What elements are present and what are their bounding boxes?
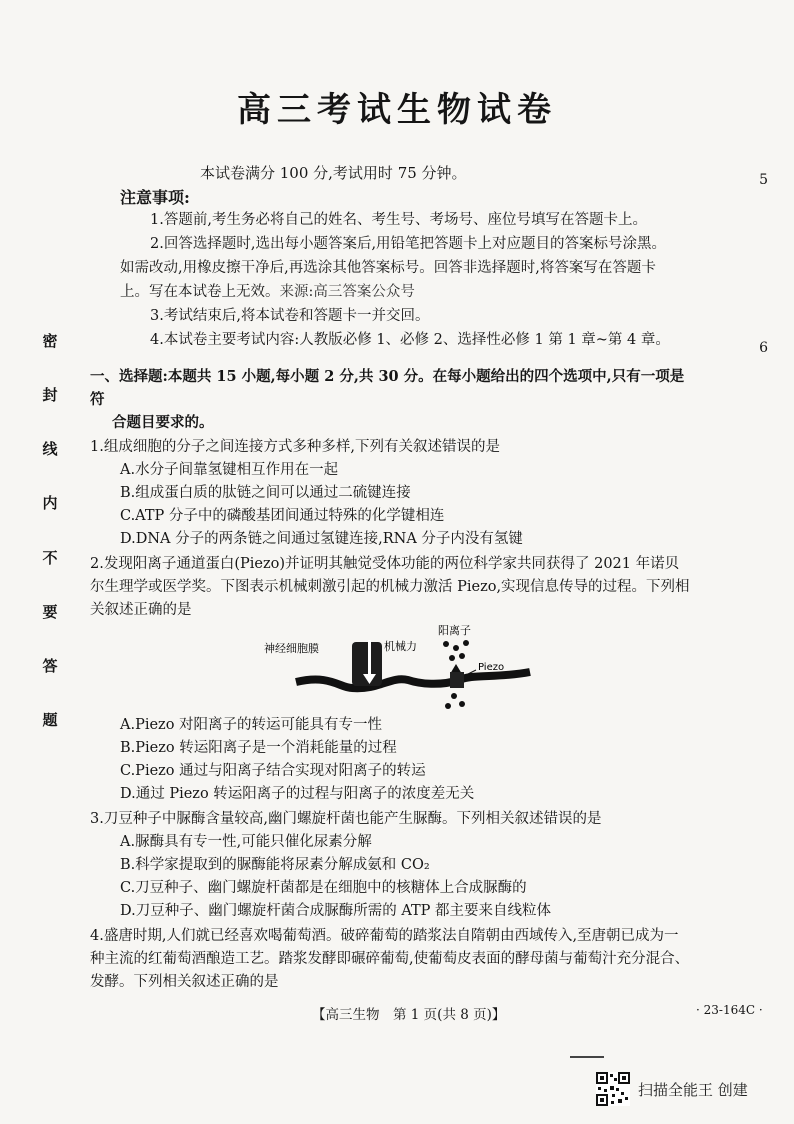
margin-number: 5 — [759, 172, 768, 188]
notice-item-text: 2.回答选择题时,选出每小题答案后,用铅笔把答题卡上对应题目的答案标号涂黑。如需改动,用橡皮擦干净后,再选涂其他答案标号。回答非选择题时,将答案写在答题卡上。写在本试卷上无效。 — [120, 236, 667, 300]
option-d: D.刀豆种子、幽门螺旋杆菌合成脲酶所需的 ATP 都主要来自线粒体 — [120, 903, 552, 919]
question-stem: 2.发现阳离子通道蛋白(Piezo)并证明其触觉受体功能的两位科学家共同获得了 2021 年诺贝尔生理学或医学奖。下图表示机械刺激引起的机械力激活 Piezo,实现信息传导的过程。下列相关叙述正确的是 — [90, 556, 690, 618]
question-stem: 3.刀豆种子中脲酶含量较高,幽门螺旋杆菌也能产生脲酶。下列相关叙述错误的是 — [90, 811, 602, 827]
binding-char: 不 — [42, 548, 58, 567]
binding-char: 密 — [42, 332, 58, 350]
footer-code: · 23-164C · — [696, 1003, 763, 1017]
cell-membrane — [296, 672, 530, 688]
binding-char: 线 — [42, 440, 58, 459]
force-label: 机械力 — [384, 640, 417, 653]
section-heading-text: 一、选择题:本题共 15 小题,每小题 2 分,共 30 分。在每小题给出的四个选项中,只有一项是符 — [90, 368, 685, 408]
question-stem: 1.组成细胞的分子之间连接方式多种多样,下列有关叙述错误的是 — [90, 439, 500, 455]
question-2 — [90, 553, 690, 806]
option-a: A.Piezo 对阳离子的转运可能具有专一性 — [120, 717, 383, 733]
option-a: A.水分子间靠氢键相互作用在一起 — [120, 462, 339, 478]
question-stem: 4.盛唐时期,人们就已经喜欢喝葡萄酒。破碎葡萄的踏浆法自隋朝由西域传入,至唐朝已成为一种主流的红葡萄酒酿造工艺。踏浆发酵即碾碎葡萄,使葡萄皮表面的酵母菌与葡萄汁充分混合、发酵。下列相关叙述正确的是 — [90, 928, 690, 990]
scanner-watermark — [596, 1072, 748, 1106]
cation-dot — [459, 653, 465, 659]
option-b: B.Piezo 转运阳离子是一个消耗能量的过程 — [120, 740, 397, 756]
divider — [570, 1056, 604, 1058]
page-title: 高三考试生物试卷 — [237, 90, 557, 130]
option-d: D.通过 Piezo 转运阳离子的过程与阳离子的浓度差无关 — [120, 786, 475, 802]
notice-item: 4.本试卷主要考试内容:人教版必修 1、必修 2、选择性必修 1 第 1 章~第 4 章。 — [150, 332, 670, 348]
option-b: B.组成蛋白质的肽链之间可以通过二硫键连接 — [120, 485, 411, 501]
notice-item — [120, 232, 680, 304]
notice-block — [120, 208, 680, 352]
watermark-text: 扫描全能王 创建 — [638, 1080, 748, 1099]
binding-char: 答 — [42, 656, 58, 675]
piezo-channel-body — [450, 672, 464, 688]
notice-item: 1.答题前,考生务必将自己的姓名、考生号、考场号、座位号填写在答题卡上。 — [150, 212, 647, 228]
section-heading — [90, 365, 690, 434]
question-3 — [90, 808, 690, 923]
footer-page-info: 【高三生物 第 1 页(共 8 页)】 — [312, 1007, 506, 1023]
option-c: C.刀豆种子、幽门螺旋杆菌都是在细胞中的核糖体上合成脲酶的 — [120, 880, 527, 896]
option-d: D.DNA 分子的两条链之间通过氢键连接,RNA 分子内没有氢键 — [120, 531, 523, 547]
piezo-label: Piezo — [478, 662, 505, 673]
question-4 — [90, 925, 690, 994]
binding-char: 封 — [42, 386, 58, 405]
membrane-label: 神经细胞膜 — [264, 642, 319, 655]
cation-label: 阳离子 — [438, 624, 471, 637]
option-c: C.Piezo 通过与阳离子结合实现对阳离子的转运 — [120, 763, 426, 779]
option-b: B.科学家提取到的脲酶能将尿素分解成氨和 CO₂ — [120, 857, 430, 873]
notice-item: 3.考试结束后,将本试卷和答题卡一并交回。 — [150, 308, 430, 324]
cation-dot — [453, 645, 459, 651]
questions — [90, 365, 690, 994]
cation-dot — [449, 655, 455, 661]
notice-heading: 注意事项: — [120, 188, 190, 207]
qr-code-icon — [596, 1072, 630, 1106]
binding-char: 要 — [42, 602, 58, 621]
question-1 — [90, 436, 690, 551]
piezo-figure — [90, 624, 690, 710]
cation-dot — [463, 640, 469, 646]
option-a: A.脲酶具有专一性,可能只催化尿素分解 — [120, 834, 372, 850]
piezo-diagram — [90, 624, 690, 710]
margin-number: 6 — [759, 340, 768, 356]
section-heading-cont: 合题目要求的。 — [112, 414, 214, 431]
exam-subtitle: 本试卷满分 100 分,考试用时 75 分钟。 — [200, 164, 467, 182]
notice-source: 来源:高三答案公众号 — [279, 284, 415, 300]
cation-dot — [459, 701, 465, 707]
cation-dot — [445, 703, 451, 709]
cation-dot — [451, 693, 457, 699]
option-c: C.ATP 分子中的磷酸基团间通过特殊的化学键相连 — [120, 508, 445, 524]
binding-char: 题 — [42, 710, 58, 729]
binding-char: 内 — [42, 494, 58, 513]
binding-line-text — [40, 330, 60, 730]
force-arrow-shaft — [368, 640, 371, 678]
cation-dot — [443, 641, 449, 647]
